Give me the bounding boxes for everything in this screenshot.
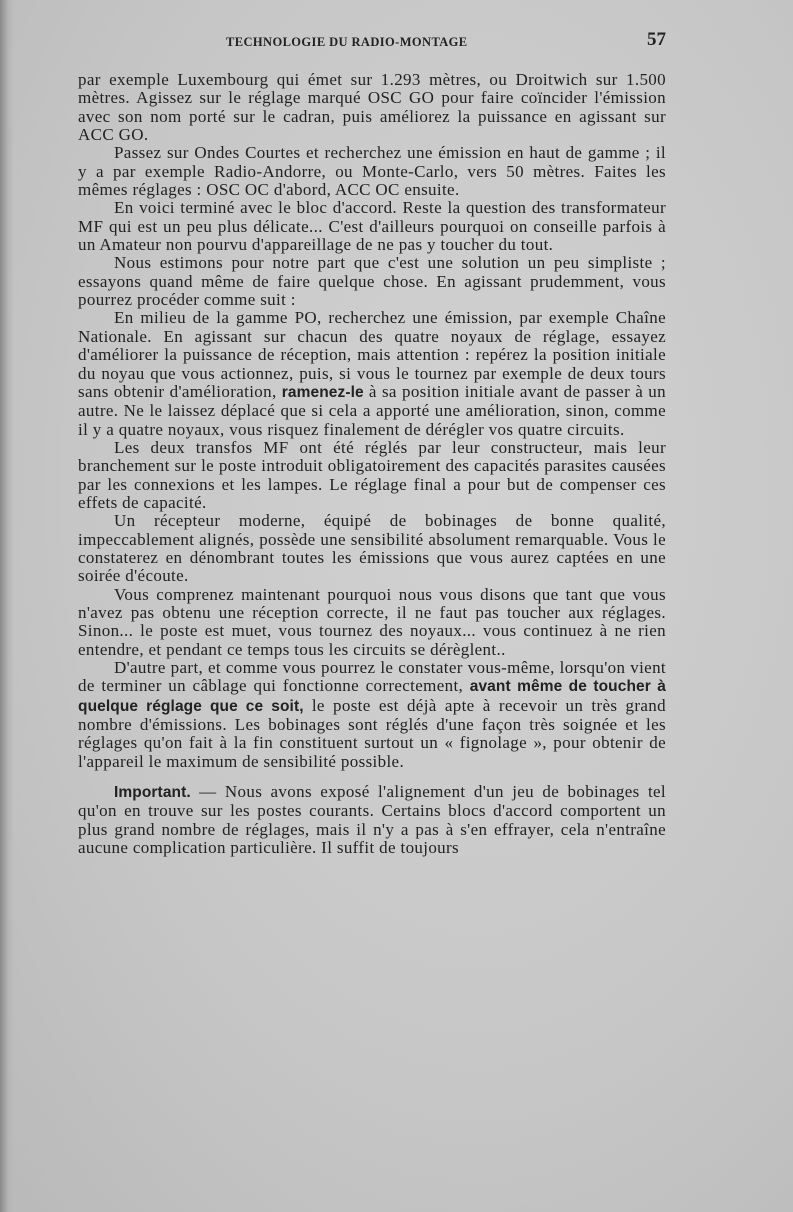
- paragraph-important: [78, 783, 666, 857]
- important-text: — Nous avons exposé l'alignement d'un jeu de bobinages tel qu'on en trouve sur les postes courants. Certains blocs d'accord comportent un plus grand nombre de réglages, mais il n'y a pas à s'en effrayer, cela n'entraîne aucune complication particulière. Il suffit de toujours: [78, 782, 666, 858]
- page-number: 57: [647, 29, 666, 50]
- paragraph-6: Les deux transfos MF ont été réglés par leur constructeur, mais leur branchement sur le poste introduit obligatoirement des capacités parasites causées par les connexions et les lampes. Le réglage final a pour but de compenser ces effets de capacité.: [78, 437, 666, 512]
- paragraph-9-text-b: le poste est déjà apte à recevoir un très grand nombre d'émissions. Les bobinages sont réglés d'une façon très soignée et les réglages qu'on fait à la fin constituent surtout un « fignolage », pour obtenir de l'appareil le maximum de sensibilité possible.: [78, 695, 667, 771]
- important-label: Important.: [114, 784, 191, 802]
- paragraph-5-text-a: En milieu de la gamme PO, recherchez une émission, par exemple Chaîne Nationale. En agissant sur chacun des quatre noyaux de réglage, essayez d'améliorer la puissance de réception, mais attention : repérez la position initiale du noyau que vous actionnez, puis, si vous le tournez par exemple de deux tours sans obtenir d'amélioration,: [78, 308, 666, 401]
- paragraph-2: Passez sur Ondes Courtes et recherchez une émission en haut de gamme ; il y a par exemple Radio-Andorre, ou Monte-Carlo, vers 50 mètres. Faites les mêmes réglages : OSC OC d'abord, ACC OC ensuite.: [78, 143, 666, 200]
- paragraph-8: Vous comprenez maintenant pourquoi nous vous disons que tant que vous n'avez pas obtenu une réception correcte, il ne faut pas toucher aux réglages. Sinon... le poste est muet, vous tournez des noyaux... vous continuez à ne rien entendre, et pendant ce temps tous les circuits se dérèglent..: [78, 584, 666, 659]
- running-title: TECHNOLOGIE DU RADIO-MONTAGE: [226, 35, 468, 49]
- page-header: [78, 31, 666, 55]
- paragraph-9: [78, 659, 666, 771]
- paragraph-9-text-a: D'autre part, et comme vous pourrez le constater vous-même, lorsqu'on vient de terminer un câblage qui fonctionne correctement,: [78, 658, 666, 696]
- paragraph-1: par exemple Luxembourg qui émet sur 1.293 mètres, ou Droitwich sur 1.500 mètres. Agissez sur le réglage marqué OSC GO pour faire coïncider l'émission avec son nom porté sur le cadran, puis améliorez la puissance en agissant sur ACC GO.: [78, 70, 666, 145]
- paragraph-5: [78, 309, 666, 438]
- paragraph-3: En voici terminé avec le bloc d'accord. Reste la question des transformateur MF qui est un peu plus délicate... C'est d'ailleurs pourquoi on conseille parfois à un Amateur non pourvu d'appareillage de ne pas y toucher du tout.: [78, 198, 666, 255]
- paragraph-4: Nous estimons pour notre part que c'est une solution un peu simpliste ; essayons quand même de faire quelque chose. En agissant prudemment, vous pourrez procéder comme suit :: [78, 253, 666, 310]
- paragraph-9-emphasis: avant même de toucher à quelque réglage que ce soit,: [78, 678, 666, 715]
- page-edge-shadow: [0, 0, 14, 1212]
- paragraph-5-emphasis: ramenez-le: [281, 383, 364, 401]
- paragraph-7: Un récepteur moderne, équipé de bobinages de bonne qualité, impeccablement alignés, possède une sensibilité absolument remarquable. Vous le constaterez en dénombrant toutes les émissions que vous aurez captées en une soirée d'écoute.: [78, 511, 666, 586]
- paragraph-5-text-b: à sa position initiale avant de passer à un autre. Ne le laissez déplacé que si cela a apporté une amélioration, sinon, comme il y a quatre noyaux, vous risquez finalement de dérégler vos quatre circuits.: [78, 381, 667, 439]
- body-text: [78, 71, 666, 857]
